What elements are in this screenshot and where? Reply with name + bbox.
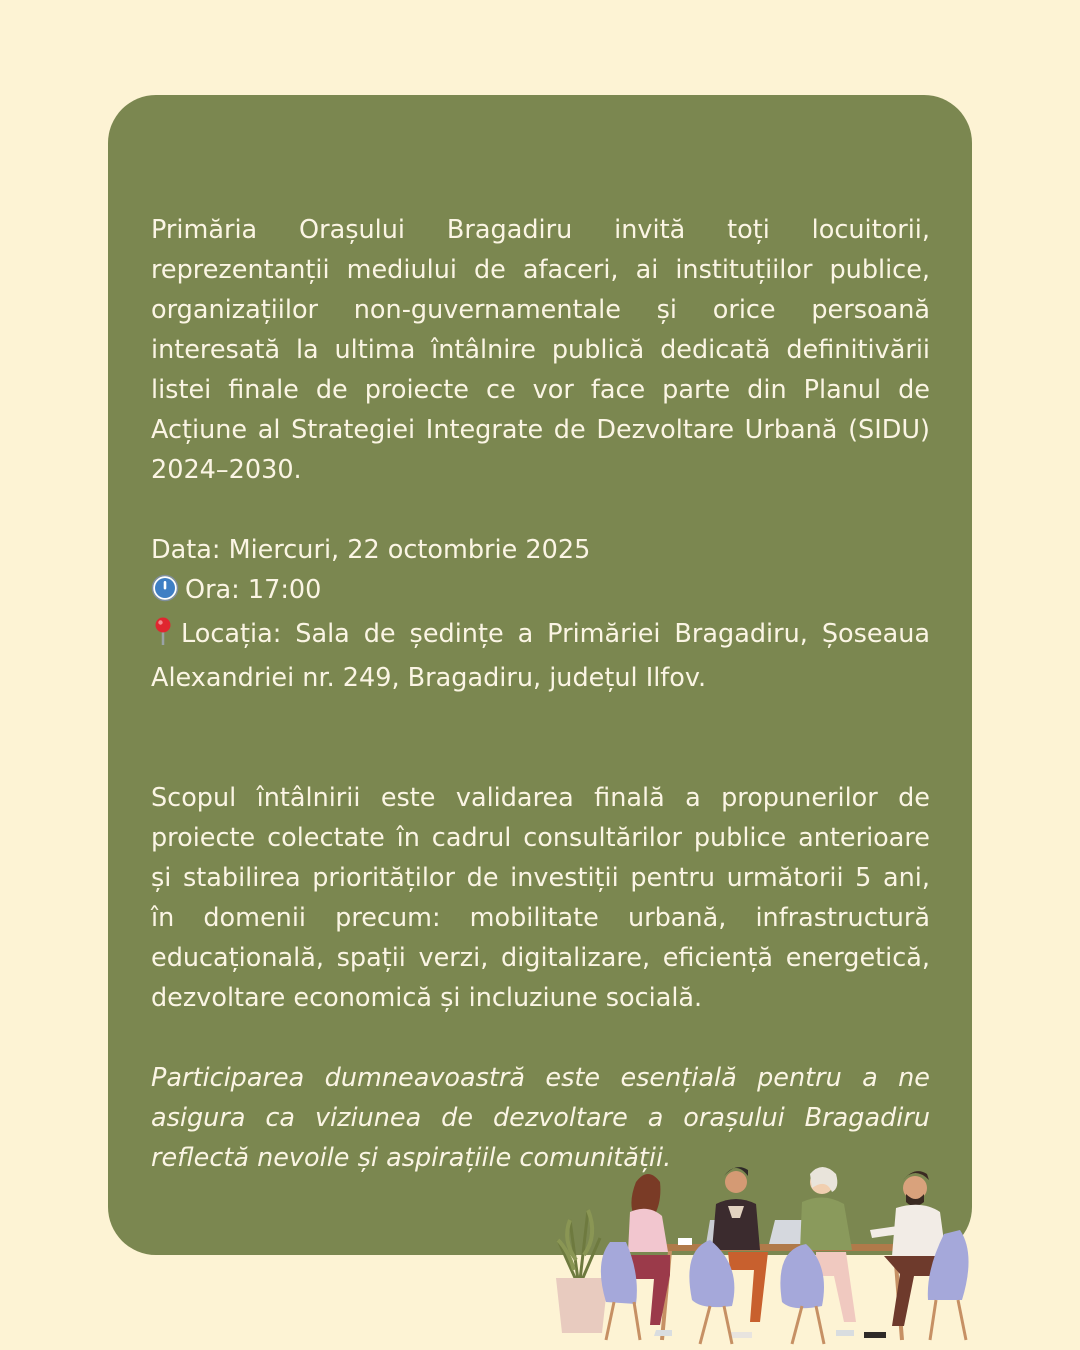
table-top — [645, 1244, 915, 1251]
purpose-paragraph: Scopul întâlnirii este validarea finală a propunerilor de proiecte colectate în cadrul consultărilor publice anterioare și stabilirea priorităților de investiții pentru următorii 5 ani, în domenii precum: mobilitate urbană, infrastructură educațională, spații verzi, digitalizare, eficiență energetică, dezvoltare economică și incluziune socială. — [151, 783, 930, 1013]
invitation-paragraph: Primăria Orașului Bragadiru invită toți locuitorii, reprezentanții mediului de afaceri, ai instituțiilor publice, organizațiilor non-guvernamentale și orice persoană interesată la ultima întâlnire publică dedicată definitivării listei finale de proiecte ce vor face parte din Planul de Acțiune al Strategiei Integrate de Dezvoltare Urbană (SIDU) 2024–2030. — [151, 215, 930, 485]
clock-icon — [151, 574, 179, 614]
event-time-line — [151, 570, 930, 614]
event-date: Data: Miercuri, 22 octombrie 2025 — [151, 535, 591, 565]
event-location-line — [151, 614, 930, 698]
plant-icon — [556, 1210, 608, 1333]
pin-icon — [151, 616, 175, 658]
announcement-content — [151, 210, 930, 1178]
event-time: Ora: 17:00 — [185, 575, 322, 605]
closing-paragraph: Participarea dumneavoastră este esențială pentru a ne asigura ca viziunea de dezvoltare a orașului Bragadiru reflectă nevoile și aspirațiile comunității. — [151, 1063, 930, 1173]
meeting-illustration — [540, 1160, 980, 1350]
event-location: Locația: Sala de ședințe a Primăriei Bragadiru, Șoseaua Alexandriei nr. 249, Bragadiru, județul Ilfov. — [151, 619, 930, 693]
